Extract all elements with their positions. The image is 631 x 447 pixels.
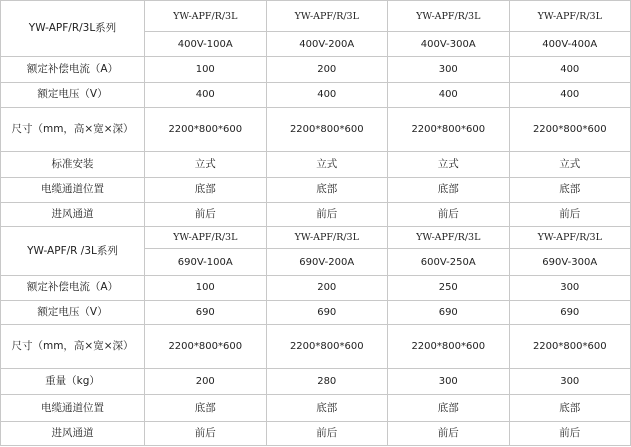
table1-row-air <box>1 202 631 226</box>
table2-model-row <box>1 226 631 248</box>
value-cell: 2200*800*600 <box>266 324 388 368</box>
row-label: 重量（kg） <box>1 369 145 395</box>
row-label: 尺寸（mm，高×宽×深） <box>1 324 145 368</box>
value-cell: 立式 <box>509 152 631 177</box>
value-cell: 300 <box>509 276 631 300</box>
value-cell: 前后 <box>266 421 388 445</box>
value-cell: 底部 <box>388 177 510 202</box>
value-cell: 2200*800*600 <box>509 324 631 368</box>
value-cell: 2200*800*600 <box>388 107 510 151</box>
table2-row-current <box>1 276 631 300</box>
table2-variant-cell: 690V-200A <box>266 249 388 276</box>
value-cell: 690 <box>145 300 267 324</box>
value-cell: 2200*800*600 <box>509 107 631 151</box>
row-label: 额定补偿电流（A） <box>1 57 145 82</box>
value-cell: 100 <box>145 276 267 300</box>
row-label: 标准安装 <box>1 152 145 177</box>
table1-variant-cell: 400V-300A <box>388 32 510 57</box>
row-label: 进风通道 <box>1 421 145 445</box>
table2-variant-cell: 690V-300A <box>509 249 631 276</box>
row-label: 额定电压（V） <box>1 82 145 107</box>
value-cell: 前后 <box>388 202 510 226</box>
table1-model-cell: YW-APF/R/3L <box>388 1 510 32</box>
table1-row-install <box>1 152 631 177</box>
value-cell: 2200*800*600 <box>145 324 267 368</box>
value-cell: 2200*800*600 <box>388 324 510 368</box>
table2-model-cell: YW-APF/R/3L <box>145 226 267 248</box>
table1-series-label: YW-APF/R/3L系列 <box>1 1 145 57</box>
table1-row-voltage <box>1 82 631 107</box>
table2-variant-cell: 600V-250A <box>388 249 510 276</box>
value-cell: 前后 <box>266 202 388 226</box>
table2-model-cell: YW-APF/R/3L <box>388 226 510 248</box>
value-cell: 300 <box>509 369 631 395</box>
value-cell: 100 <box>145 57 267 82</box>
value-cell: 300 <box>388 57 510 82</box>
value-cell: 底部 <box>145 177 267 202</box>
value-cell: 200 <box>266 276 388 300</box>
table2-row-weight <box>1 369 631 395</box>
table1-model-cell: YW-APF/R/3L <box>509 1 631 32</box>
value-cell: 底部 <box>509 395 631 421</box>
table1-row-current <box>1 57 631 82</box>
value-cell: 200 <box>266 57 388 82</box>
table2-model-cell: YW-APF/R/3L <box>266 226 388 248</box>
value-cell: 400 <box>388 82 510 107</box>
table1-row-cable <box>1 177 631 202</box>
table2-row-air <box>1 421 631 445</box>
table2-variant-cell: 690V-100A <box>145 249 267 276</box>
value-cell: 690 <box>388 300 510 324</box>
table1-model-cell: YW-APF/R/3L <box>145 1 267 32</box>
value-cell: 立式 <box>388 152 510 177</box>
table2-row-size <box>1 324 631 368</box>
value-cell: 2200*800*600 <box>266 107 388 151</box>
table2-model-cell: YW-APF/R/3L <box>509 226 631 248</box>
table1-model-cell: YW-APF/R/3L <box>266 1 388 32</box>
value-cell: 300 <box>388 369 510 395</box>
table2-row-cable <box>1 395 631 421</box>
value-cell: 200 <box>145 369 267 395</box>
table1-model-row <box>1 1 631 32</box>
row-label: 电缆通道位置 <box>1 177 145 202</box>
value-cell: 690 <box>509 300 631 324</box>
value-cell: 底部 <box>266 395 388 421</box>
value-cell: 前后 <box>145 202 267 226</box>
value-cell: 690 <box>266 300 388 324</box>
value-cell: 400 <box>509 57 631 82</box>
table2-row-voltage <box>1 300 631 324</box>
spec-table-body <box>1 1 631 446</box>
value-cell: 底部 <box>145 395 267 421</box>
value-cell: 底部 <box>388 395 510 421</box>
table1-variant-cell: 400V-400A <box>509 32 631 57</box>
table1-variant-cell: 400V-200A <box>266 32 388 57</box>
value-cell: 250 <box>388 276 510 300</box>
value-cell: 前后 <box>388 421 510 445</box>
value-cell: 280 <box>266 369 388 395</box>
table2-series-label: YW-APF/R /3L系列 <box>1 226 145 275</box>
row-label: 额定补偿电流（A） <box>1 276 145 300</box>
value-cell: 400 <box>509 82 631 107</box>
value-cell: 前后 <box>509 421 631 445</box>
row-label: 尺寸（mm，高×宽×深） <box>1 107 145 151</box>
value-cell: 2200*800*600 <box>145 107 267 151</box>
value-cell: 400 <box>145 82 267 107</box>
value-cell: 立式 <box>145 152 267 177</box>
table1-variant-cell: 400V-100A <box>145 32 267 57</box>
table1-row-size <box>1 107 631 151</box>
value-cell: 立式 <box>266 152 388 177</box>
row-label: 额定电压（V） <box>1 300 145 324</box>
row-label: 进风通道 <box>1 202 145 226</box>
value-cell: 底部 <box>266 177 388 202</box>
value-cell: 底部 <box>509 177 631 202</box>
value-cell: 400 <box>266 82 388 107</box>
row-label: 电缆通道位置 <box>1 395 145 421</box>
value-cell: 前后 <box>509 202 631 226</box>
value-cell: 前后 <box>145 421 267 445</box>
